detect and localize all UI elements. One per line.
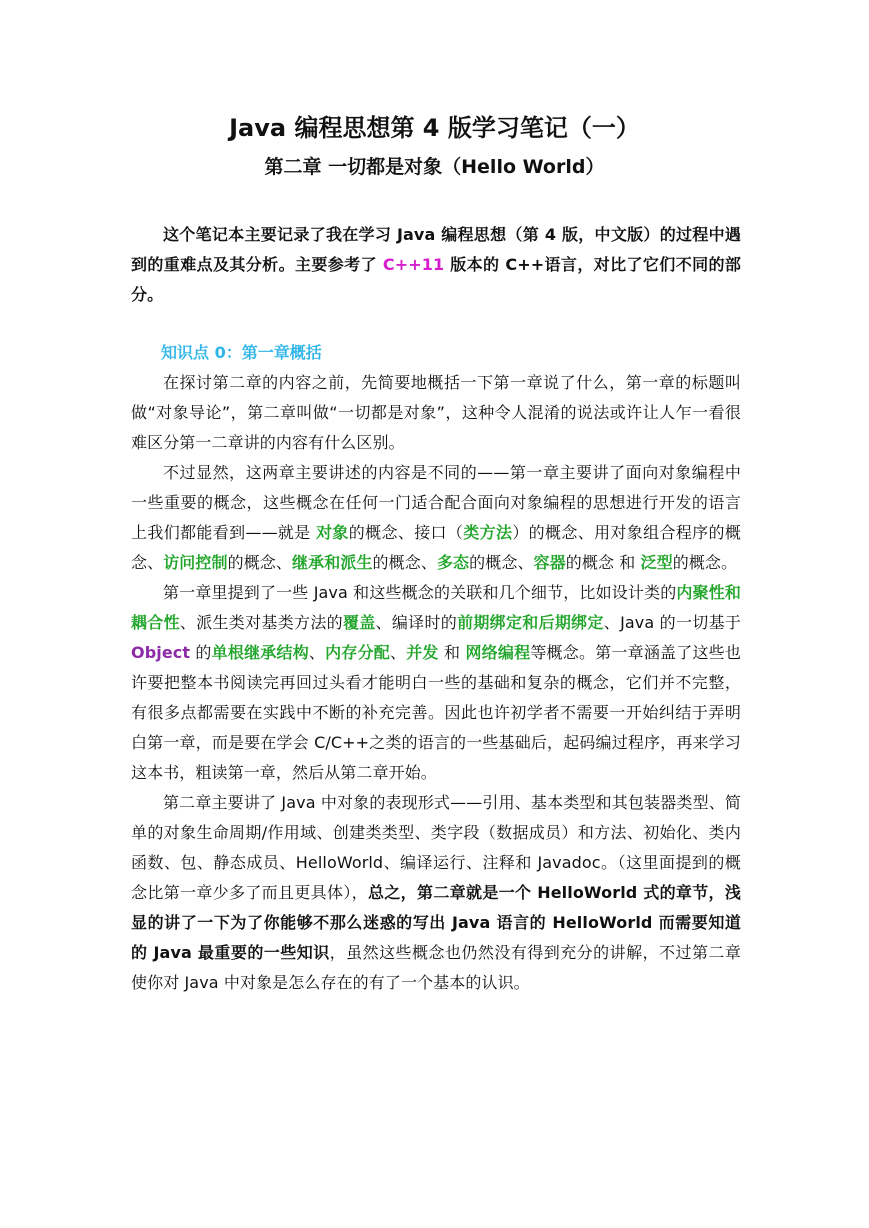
keyword-access-control: 访问控制 xyxy=(163,553,228,572)
keyword-inheritance: 继承和派生 xyxy=(292,553,373,572)
p3-text: 和 xyxy=(438,643,466,662)
p3-text: 、 xyxy=(390,643,407,662)
section-0-heading: 知识点 0：第一章概括 xyxy=(161,343,322,362)
p2-text: 的概念、 xyxy=(227,553,293,572)
p4-text: ，虽然这些概念也仍然没有得到充分的讲解，不过第二章使你对 Java 中对象是怎么存在的有了一个基本的认识。 xyxy=(131,943,741,992)
p4-text: 第二章主要讲了 Java 中对象的表现形式——引用、基本类型和其包装器类型、简单的对象生命周期/作用域、创建类类型、类字段（数据成员）和方法、初始化、类内函数、包、静态成员、HelloWorld、编译运行、注释和 Javadoc。（这里面提到的概念比第一章少多了而且更具体）， xyxy=(131,793,741,902)
keyword-object: 对象 xyxy=(316,523,349,542)
p2-text: 的概念。 xyxy=(672,553,738,572)
p2-text: 的概念、接口（ xyxy=(348,523,464,542)
keyword-container: 容器 xyxy=(533,553,566,572)
p3-text: 、派生类对基类方法的 xyxy=(179,613,343,632)
intro-text-2: 版本的 C++语言，对比了它们不同的部分。 xyxy=(131,255,741,304)
keyword-single-root: 单根继承结构 xyxy=(211,643,309,662)
p2-text: 不过显然，这两章主要讲述的内容是不同的——第一章主要讲了面向对象编程中一些重要的概念，这些概念在任何一门适合配合面向对象编程的思想进行开发的语言上我们都能看到——就是 xyxy=(131,463,741,542)
paragraph-4 xyxy=(131,788,741,998)
p2-text: 的概念 和 xyxy=(565,553,641,572)
keyword-override: 覆盖 xyxy=(342,613,376,632)
p3-text: 等概念。第一章涵盖了这些也许要把整本书阅读完再回过头看才能明白一些的基础和复杂的概念，它们并不完整，有很多点都需要在实践中不断的补充完善。因此也许初学者不需要一开始纠结于弄明白第一章，而是要在学会 C/C++之类的语言的一些基础后，起码编过程序，再来学习这本书，粗读第一章，然后从第二章开始。 xyxy=(131,643,741,782)
paragraph-1: 在探讨第二章的内容之前，先简要地概括一下第一章说了什么，第一章的标题叫做“对象导论”，第二章叫做“一切都是对象”，这种令人混淆的说法或许让人乍一看很难区分第一二章讲的内容有什么区别。 xyxy=(131,373,741,452)
p3-text: 第一章里提到了一些 Java 和这些概念的关联和几个细节，比如设计类的 xyxy=(163,583,677,602)
p3-text: 的 xyxy=(190,643,212,662)
document-title: Java 编程思想第 4 版学习笔记（一） xyxy=(229,114,640,142)
paragraph-3 xyxy=(131,578,741,788)
keyword-memory-allocation: 内存分配 xyxy=(325,643,390,662)
intro-text-1: 这个笔记本主要记录了我在学习 Java 编程思想（第 4 版，中文版）的过程中遇到的重难点及其分析。主要参考了 xyxy=(131,225,741,274)
keyword-generics: 泛型 xyxy=(640,553,673,572)
p2-text: 的概念、 xyxy=(372,553,437,572)
p2-text: 的概念、 xyxy=(469,553,534,572)
p2-text: ）的概念、用对象组合程序的概念、 xyxy=(131,523,741,572)
keyword-network-programming: 网络编程 xyxy=(465,643,531,662)
document-body xyxy=(131,220,741,998)
keyword-cohesion-coupling: 内聚性和耦合性 xyxy=(131,583,741,632)
keyword-polymorphism: 多态 xyxy=(436,553,470,572)
paragraph-2 xyxy=(131,458,741,578)
keyword-object-class: Object xyxy=(131,643,191,662)
cpp11-highlight: C++11 xyxy=(382,255,445,274)
chapter-subtitle: 第二章 一切都是对象（Hello World） xyxy=(264,156,605,178)
keyword-class-method: 类方法 xyxy=(463,523,513,542)
p4-bold-summary: 总之，第二章就是一个 HelloWorld 式的章节，浅显的讲了一下为了你能够不那么迷惑的写出 Java 语言的 HelloWorld 而需要知道的 Java 最重要的一些知识 xyxy=(131,883,741,962)
p3-text: 、编译时的 xyxy=(375,613,458,632)
intro-paragraph xyxy=(131,220,741,310)
keyword-concurrency: 并发 xyxy=(406,643,439,662)
p3-text: 、 xyxy=(308,643,326,662)
keyword-binding: 前期绑定和后期绑定 xyxy=(457,613,604,632)
p3-text: 、Java 的一切基于 xyxy=(603,613,741,632)
